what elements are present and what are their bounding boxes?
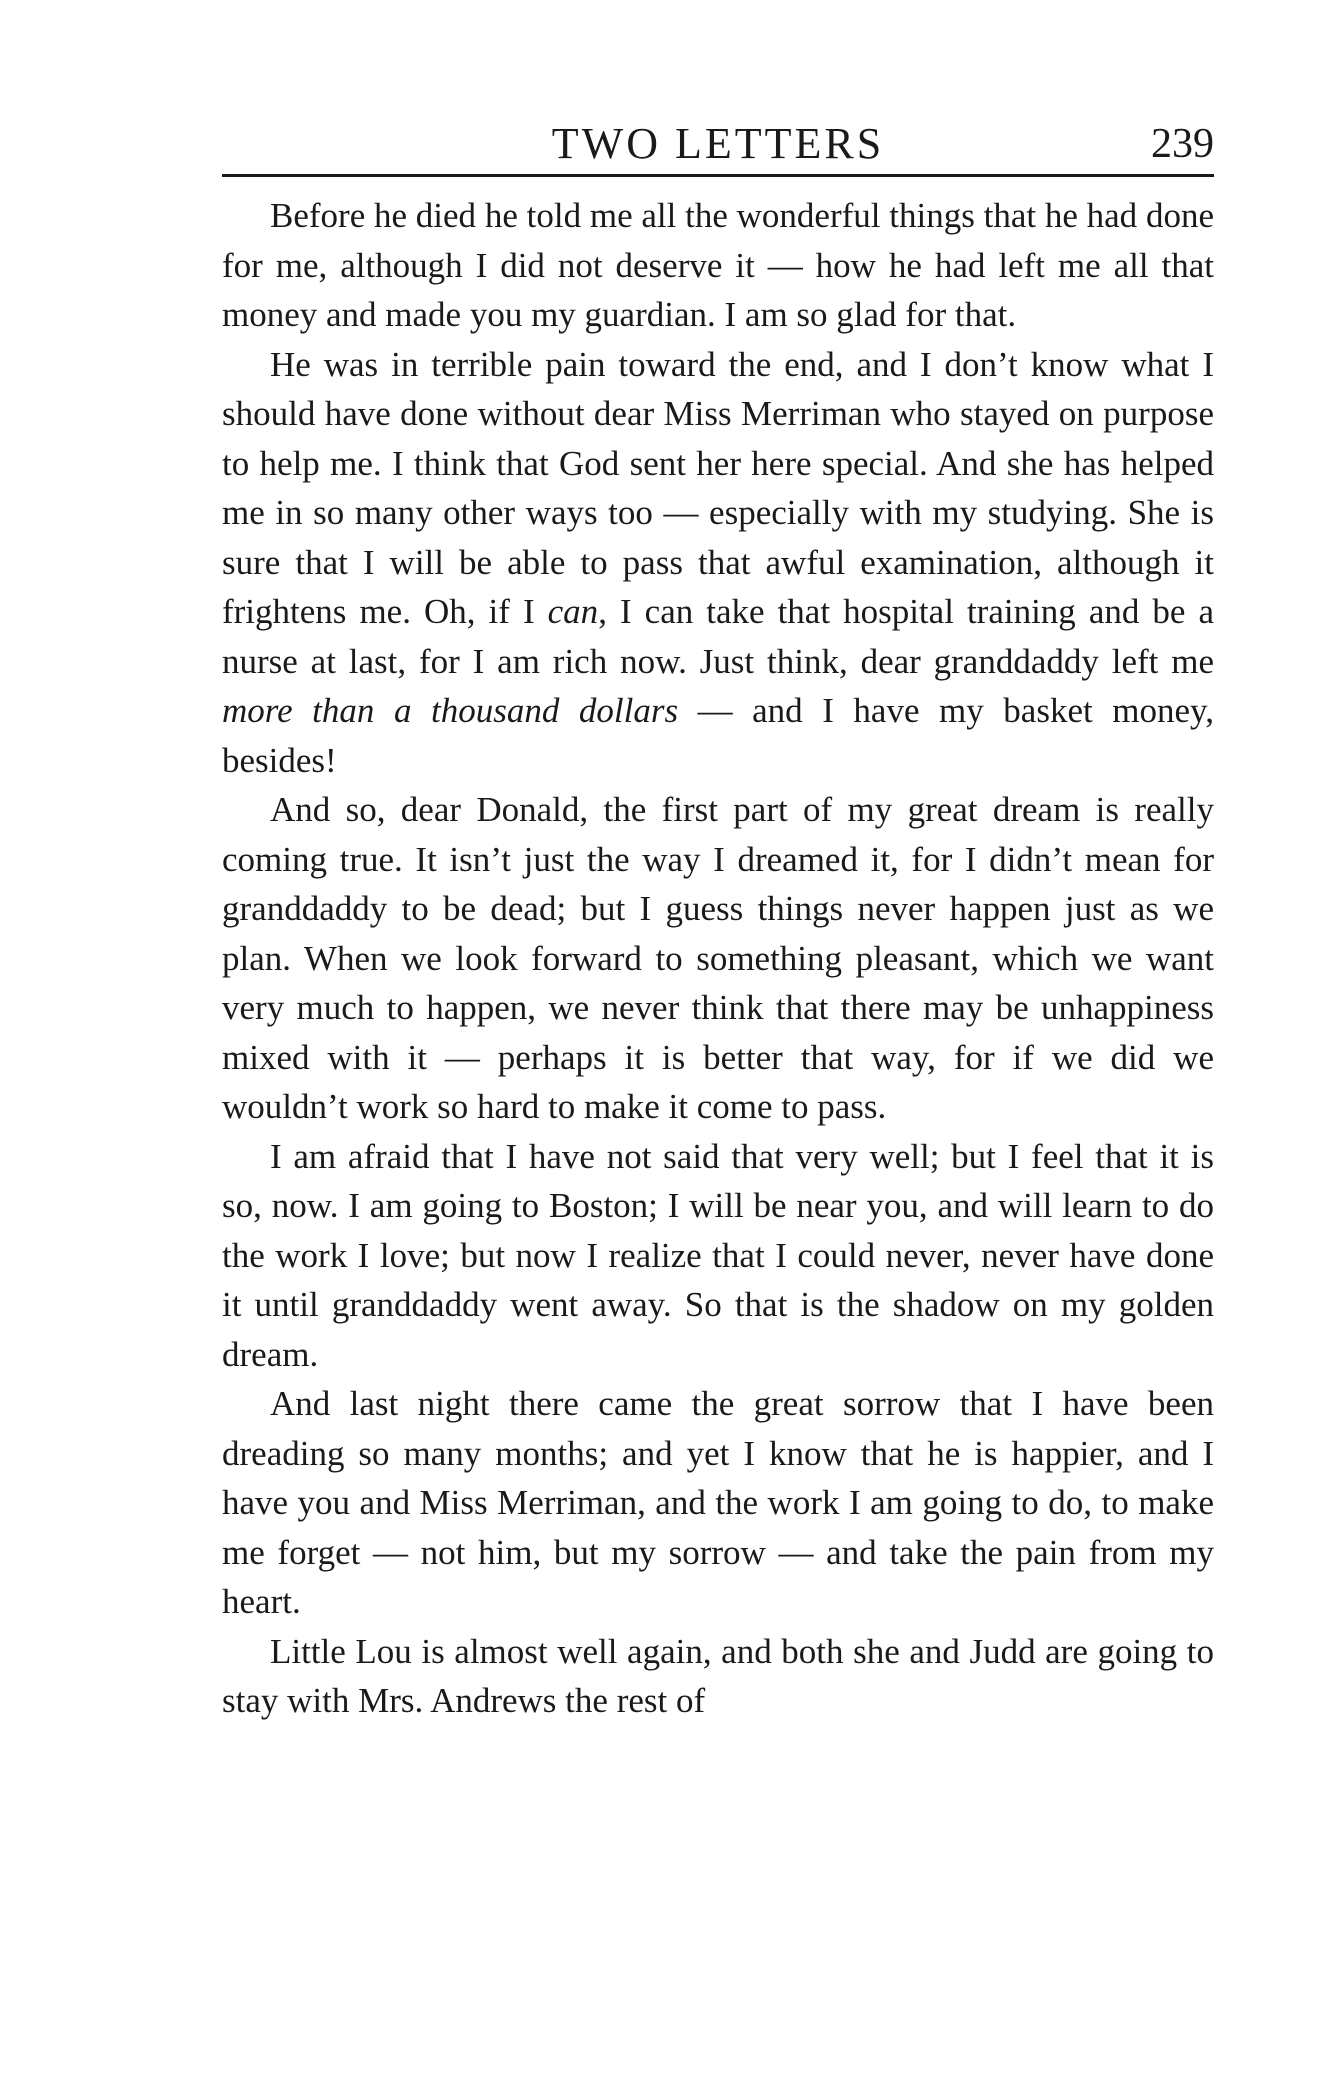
- text-run: I am afraid that I have not said that very well; but I feel that it is so, now. I am going to Boston; I will be near you, and will learn to do the work I love; but now I realize that I could never, never have done it until granddaddy went away. So that is the shadow on my golden dream.: [222, 1136, 1214, 1374]
- italic-text: more than a thousand dollars: [222, 691, 679, 730]
- paragraph: [222, 340, 1214, 786]
- page-header: [222, 118, 1214, 177]
- text-run: And last night there came the great sorrow that I have been dreading so many months; and yet I know that he is happier, and I have you and Miss Merriman, and the work I am going to do, to make me forget — not him, but my sorrow — and take the pain from my heart.: [222, 1384, 1214, 1621]
- paragraph: [222, 785, 1214, 1132]
- paragraph: [222, 191, 1214, 340]
- text-run: And so, dear Donald, the first part of my great dream is really coming true. It isn’t just the way I dreamed it, for I didn’t mean for granddaddy to be dead; but I guess things never happen just as we plan. When we look forward to something pleasant, which we want very much to happen, we never think that there may be unhappiness mixed with it — perhaps it is better that way, for if we did we wouldn’t work so hard to make it come to pass.: [222, 790, 1214, 1126]
- book-page: [222, 118, 1214, 1726]
- page-number: 239: [1151, 121, 1214, 167]
- paragraph: [222, 1627, 1214, 1726]
- text-run: Little Lou is almost well again, and both she and Judd are going to stay with Mrs. Andrews the rest of: [222, 1631, 1214, 1720]
- italic-text: can: [547, 592, 599, 631]
- text-run: — and I have my basket money, besides!: [222, 691, 1214, 780]
- paragraph: [222, 1379, 1214, 1627]
- text-run: He was in terrible pain toward the end, and I don’t know what I should have done without dear Miss Merriman who stayed on purpose to help me. I think that God sent her here special. And she has helped me in so many other ways too — especially with my studying. She is sure that I will be able to pass that awful examination, although it frightens me. Oh, if I: [222, 344, 1214, 631]
- text-run: , I can take that hospital training and be a nurse at last, for I am rich now. Just think, dear granddaddy left me: [222, 592, 1215, 681]
- running-head: TWO LETTERS: [551, 119, 885, 168]
- text-run: Before he died he told me all the wonderful things that he had done for me, although I did not deserve it — how he had left me all that money and made you my guardian. I am so glad for that.: [222, 196, 1214, 334]
- paragraph: [222, 1132, 1214, 1380]
- body-text: [222, 191, 1214, 1726]
